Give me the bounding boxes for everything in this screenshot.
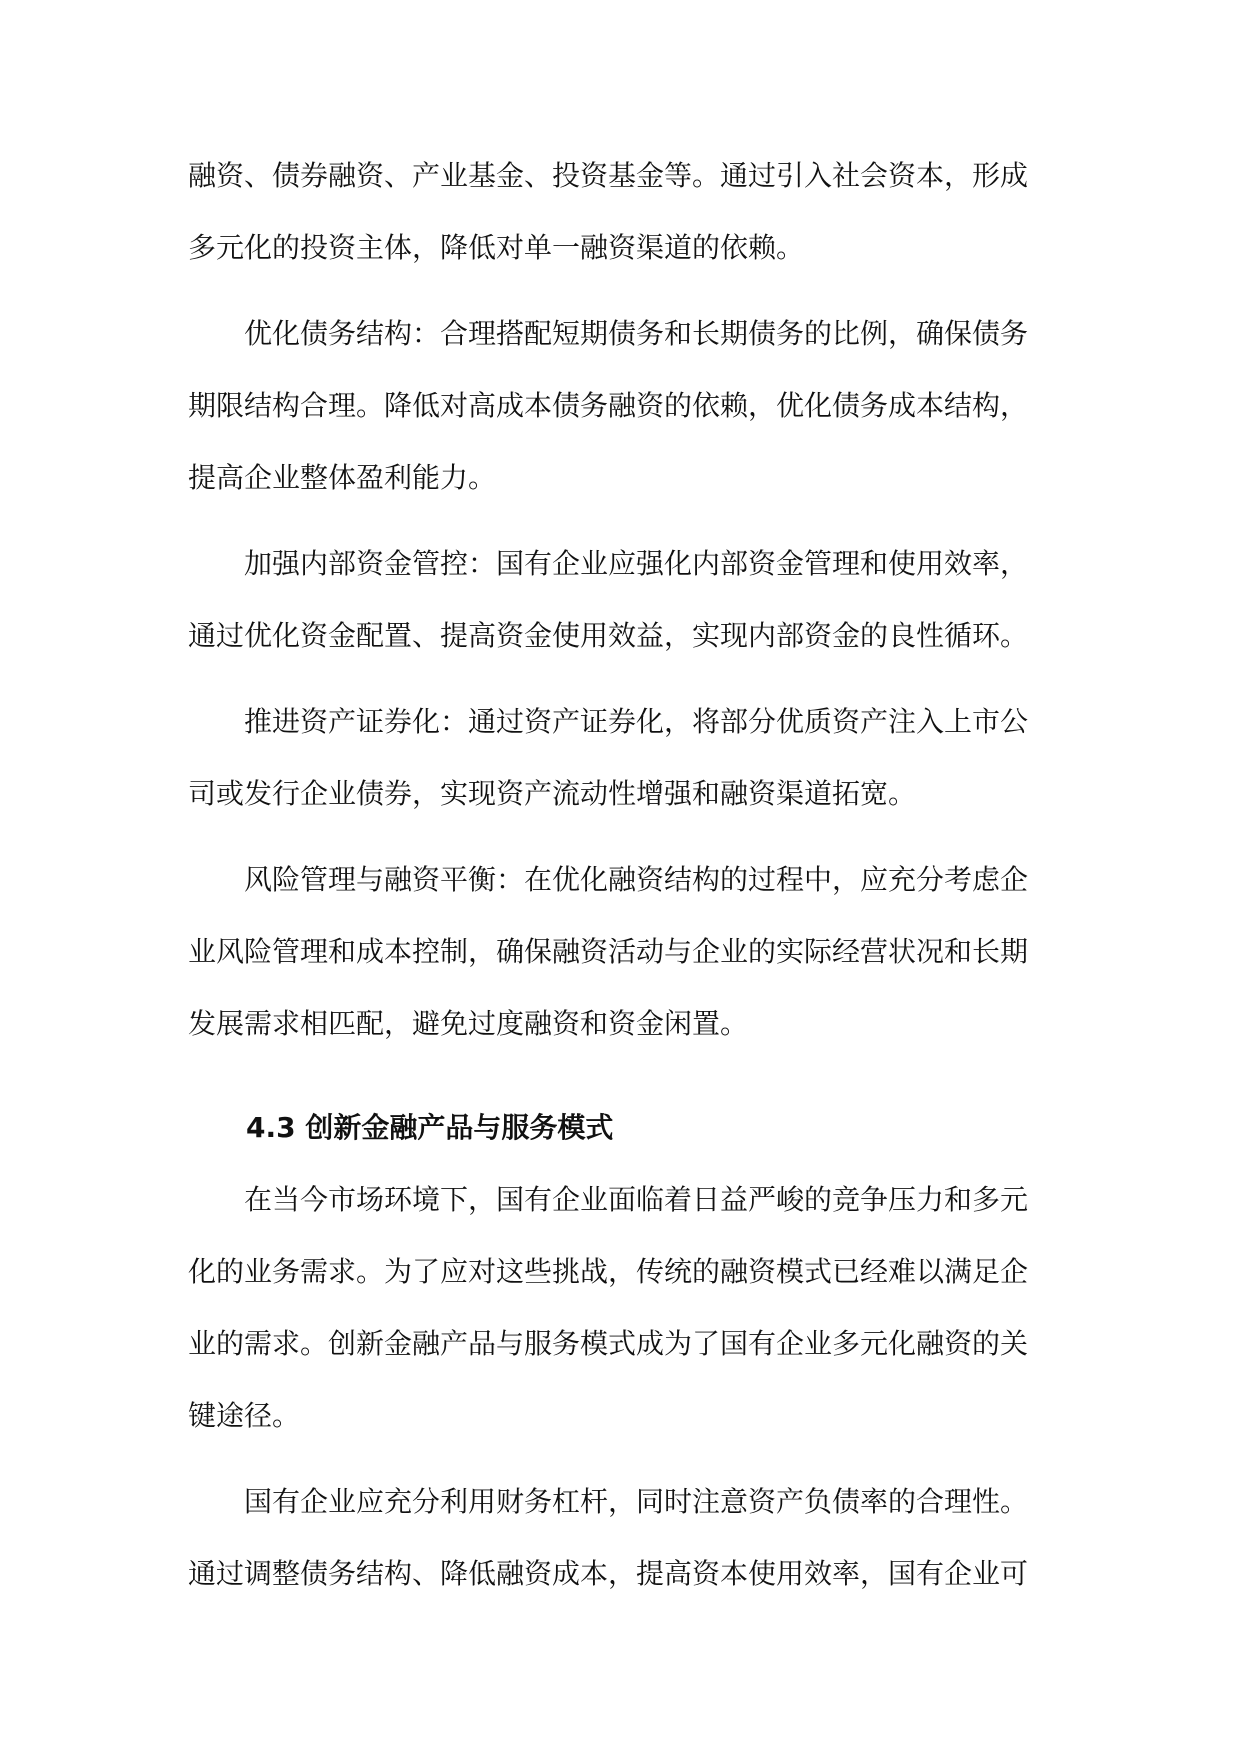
paragraph-line: 通过调整债务结构、降低融资成本，提高资本使用效率，国有企业可 [188,1557,1029,1590]
paragraph-line: 键途径。 [188,1399,301,1432]
paragraph-line: 通过优化资金配置、提高资金使用效益，实现内部资金的良性循环。 [188,619,1029,652]
paragraph-securitization [188,686,1058,830]
paragraph-internal-funds [188,528,1058,672]
paragraph-market-environment [188,1164,1058,1452]
paragraph-line: 融资、债券融资、产业基金、投资基金等。通过引入社会资本，形成 [188,159,1029,192]
paragraph-line: 在当今市场环境下，国有企业面临着日益严峻的竞争压力和多元 [244,1183,1029,1216]
paragraph-line: 业风险管理和成本控制，确保融资活动与企业的实际经营状况和长期 [188,935,1029,968]
paragraph-line: 化的业务需求。为了应对这些挑战，传统的融资模式已经难以满足企 [188,1255,1029,1288]
paragraph-line: 发展需求相匹配，避免过度融资和资金闲置。 [188,1007,749,1040]
paragraph-line: 推进资产证券化：通过资产证券化，将部分优质资产注入上市公 [244,705,1029,738]
paragraph-debt-structure [188,298,1058,514]
paragraph-risk-balance [188,844,1058,1060]
document-body [188,140,1058,1610]
section-heading: 4.3 创新金融产品与服务模式 [246,1111,614,1144]
paragraph-financing-channels [188,140,1058,284]
paragraph-line: 司或发行企业债券，实现资产流动性增强和融资渠道拓宽。 [188,777,917,810]
paragraph-financial-leverage [188,1466,1058,1610]
paragraph-line: 提高企业整体盈利能力。 [188,461,497,494]
paragraph-line: 多元化的投资主体，降低对单一融资渠道的依赖。 [188,231,805,264]
paragraph-line: 业的需求。创新金融产品与服务模式成为了国有企业多元化融资的关 [188,1327,1029,1360]
paragraph-line: 风险管理与融资平衡：在优化融资结构的过程中，应充分考虑企 [244,863,1029,896]
paragraph-line: 期限结构合理。降低对高成本债务融资的依赖，优化债务成本结构， [188,389,1029,422]
paragraph-line: 加强内部资金管控：国有企业应强化内部资金管理和使用效率， [244,547,1029,580]
paragraph-line: 优化债务结构：合理搭配短期债务和长期债务的比例，确保债务 [244,317,1029,350]
paragraph-line: 国有企业应充分利用财务杠杆，同时注意资产负债率的合理性。 [244,1485,1029,1518]
